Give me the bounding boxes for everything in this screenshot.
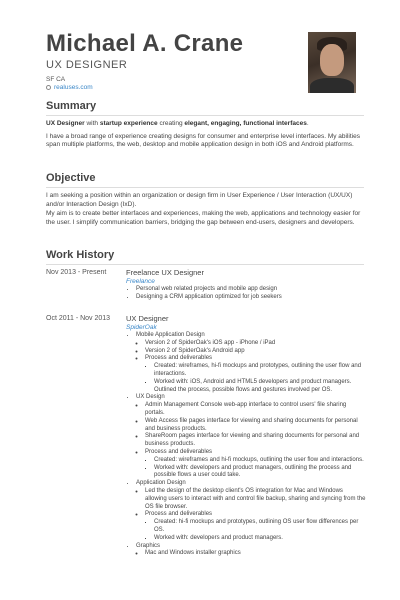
sub-list (136, 488, 366, 543)
resume-header (46, 30, 306, 91)
list-item: ▪ Worked with: iOS, Android and HTML5 developers and product managers. Outlined the process, possible flows and gestures involved per OS. (154, 379, 366, 395)
objective-paragraph-1: I am seeking a position within an organization or design firm in User Experience / User Interaction (UX/UX) and/or Interaction Design (IxD). (46, 192, 353, 208)
website-text: realuses.com (54, 84, 93, 91)
list-item: ◦ Version 2 of SpiderOak's Android app (145, 348, 366, 356)
list-item: ▪ Created: hi-fi mockups and prototypes, outlining OS user flow differences per OS. (154, 519, 366, 535)
list-item (145, 449, 366, 480)
job-body (126, 314, 366, 558)
list-item: ▪ Created: wireframes and hi-fi mockups, outlining the user flow and interactions. (154, 457, 366, 465)
list-item: ◦ Admin Management Console web-app interface to control users' file sharing portals. (145, 402, 366, 418)
group-label: Mobile Application Design (136, 332, 205, 338)
list-item: • Personal web related projects and mobile app design (136, 286, 366, 294)
summary-experience: startup experience (99, 120, 158, 127)
group-label: Graphics (136, 542, 161, 549)
summary-text-2: creating (157, 120, 185, 127)
summary-text-1: with (84, 120, 100, 127)
website-link[interactable] (46, 84, 306, 91)
job-role: UX Designer (126, 314, 169, 323)
job-bullets (126, 332, 366, 558)
group-label: Process and deliverables (145, 355, 213, 362)
objective-section (46, 172, 364, 227)
list-item: ◦ Mac and Windows installer graphics (145, 550, 366, 558)
summary-section (46, 100, 364, 150)
list-item: ▪ Created: wireframes, hi-fi mockups and prototypes, outlining the user flow and interactions. (154, 363, 366, 379)
list-item: • Designing a CRM application optimized for job seekers (136, 294, 366, 302)
list-item (136, 543, 366, 559)
summary-line1 (46, 120, 364, 129)
list-item: ◦ Version 2 of SpiderOak's iOS app - iPhone / iPad (145, 340, 366, 348)
job-dates: Oct 2011 - Nov 2013 (46, 315, 111, 322)
list-item (145, 511, 366, 542)
sub-list (136, 340, 366, 395)
summary-text-3: . (306, 120, 309, 127)
job-dates: Nov 2013 - Present (46, 269, 107, 276)
list-item: ◦ ShareRoom pages interface for viewing and sharing documents for personal and business products. (145, 433, 366, 449)
list-item: ◦ Led the design of the desktop client's OS integration for Mac and Windows allowing users to interact with and control file backup, sharing and syncing from the OS file browser. (145, 488, 366, 511)
group-label: Process and deliverables (145, 511, 213, 518)
job-title: UX DESIGNER (46, 59, 128, 71)
summary-heading: Summary (46, 100, 364, 116)
sub-list (145, 519, 366, 542)
sub-list (145, 457, 366, 480)
location: SF CA (46, 76, 66, 83)
profile-photo (308, 32, 356, 93)
photo-shirt (310, 78, 354, 93)
list-item (136, 394, 366, 480)
sub-list (136, 550, 366, 558)
list-item (136, 332, 366, 394)
job-role: Freelance UX Designer (126, 268, 204, 277)
photo-face (320, 44, 344, 76)
summary-focus: elegant, engaging, functional interfaces (184, 120, 307, 127)
summary-paragraph: I have a broad range of experience creating designs for consumer and enterprise level interfaces. My abilities span multiple platforms, the web, desktop and mobile application design in both iOS and Android platforms. (46, 132, 360, 148)
objective-heading: Objective (46, 172, 364, 188)
job-company: SpiderOak (126, 324, 157, 331)
globe-icon (46, 85, 51, 90)
person-name: Michael A. Crane (46, 30, 244, 57)
list-item: ▪ Worked with: developers and product managers. (154, 535, 366, 543)
sub-list (145, 363, 366, 394)
work-history-heading: Work History (46, 249, 364, 265)
job-company: Freelance (126, 278, 155, 285)
list-item (136, 480, 366, 542)
job-body (126, 268, 366, 302)
objective-paragraph-2: My aim is to create better interfaces and experiences, making the web, applications and technology easier for the user. I simplify communication barriers, bridging the gap between end-users, designers and developers. (46, 210, 361, 226)
sub-list (136, 402, 366, 480)
list-item (145, 355, 366, 394)
list-item: ▪ Worked with: developers and product managers, outlining the process and possible flows a user could take. (154, 465, 366, 481)
group-label: Application Design (136, 480, 186, 487)
group-label: UX Design (136, 394, 165, 401)
job-bullets (126, 286, 366, 302)
work-history-section (46, 249, 364, 265)
list-item: ◦ Web Access file pages interface for viewing and sharing documents for personal and business products. (145, 418, 366, 434)
group-label: Process and deliverables (145, 448, 213, 455)
summary-role: UX Designer (46, 120, 85, 127)
